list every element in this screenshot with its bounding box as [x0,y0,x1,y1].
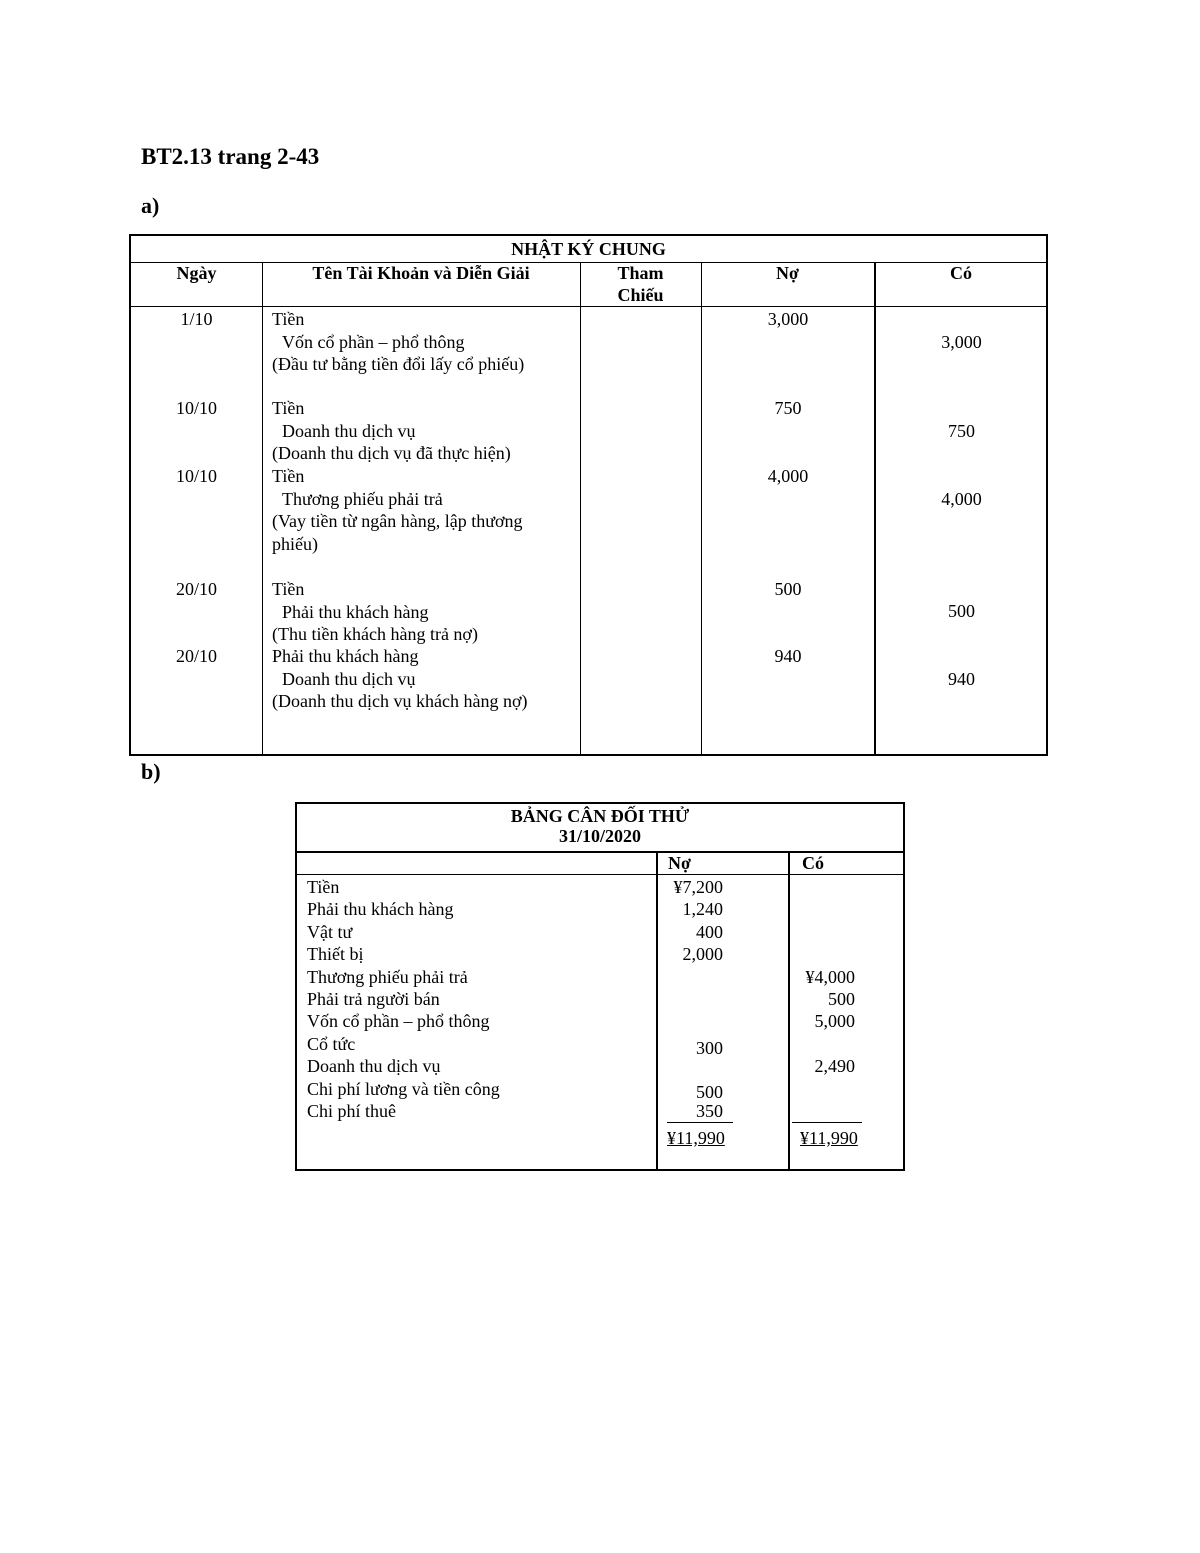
account-name: Thương phiếu phải trả [307,966,468,987]
debit-amount: 1,240 [682,899,723,920]
table-row [297,1078,903,1100]
header-date: Ngày [176,263,217,283]
entry-debit-account: Tiền [272,309,305,329]
account-name: Tiền [307,877,340,897]
debit-amount: 2,000 [682,944,723,965]
trial-balance-title: BẢNG CÂN ĐỐI THỬ [510,806,690,826]
entry-debit-amount: 3,000 [767,309,809,329]
credit-amount: 2,490 [814,1056,855,1077]
entry-debit-amount: 750 [774,398,802,418]
entry-explanation: (Thu tiền khách hàng trả nợ) [272,624,478,644]
debit-amount: 400 [696,921,723,942]
journal-divider [701,262,702,754]
entry-credit-amount: 750 [948,421,975,441]
account-name: Phải thu khách hàng [307,899,454,920]
entry-explanation: (Doanh thu dịch vụ khách hàng nợ) [272,691,528,711]
table-row [297,898,903,920]
header-credit: Có [950,263,972,283]
trial-balance-rule [297,874,903,875]
header-account: Tên Tài Khoản và Diễn Giải [312,263,530,283]
entry-credit-amount: 3,000 [941,332,982,352]
entry-date: 20/10 [175,579,217,599]
table-row [297,921,903,943]
entry-credit-account: Vốn cổ phần – phổ thông [282,331,465,352]
credit-amount: 5,000 [814,1011,855,1032]
table-row [297,966,903,988]
header-reference-line1: Tham [617,263,664,283]
entry-description [272,578,572,646]
entry-description [272,308,572,376]
sum-rule-credit [792,1122,862,1123]
credit-amount: 500 [828,988,855,1009]
header-reference-line2: Chiếu [617,285,664,305]
table-row [297,1100,903,1122]
entry-date: 20/10 [175,646,217,666]
entry-debit-account: Phải thu khách hàng [272,646,419,666]
entry-explanation: (Doanh thu dịch vụ đã thực hiện) [272,443,511,463]
header-debit: Nợ [776,263,799,283]
debit-amount: ¥7,200 [673,877,723,897]
page-title: BT2.13 trang 2-43 [141,144,320,169]
total-credit: ¥11,990 [800,1128,858,1148]
account-name: Vật tư [307,921,353,942]
entry-explanation: (Vay tiền từ ngân hàng, lập thương phiếu) [272,511,523,554]
header-credit: Có [802,853,824,873]
journal-title: NHẬT KÝ CHUNG [131,236,1046,263]
entry-debit-account: Tiền [272,579,305,599]
entry-credit-account: Thương phiếu phải trả [282,488,443,509]
entry-credit-amount: 4,000 [941,489,982,509]
trial-balance-date: 31/10/2020 [558,826,641,846]
table-row [297,1055,903,1077]
entry-debit-amount: 940 [774,646,802,666]
debit-amount: 350 [696,1100,723,1121]
header-debit: Nợ [668,853,691,873]
account-name: Doanh thu dịch vụ [307,1056,441,1077]
table-row [297,876,903,898]
total-debit: ¥11,990 [667,1128,725,1148]
entry-description [272,397,572,465]
entry-date: 10/10 [175,466,217,486]
account-name: Vốn cổ phần – phổ thông [307,1011,490,1032]
total-row [297,1126,903,1150]
account-name: Phải trả người bán [307,988,440,1009]
entry-debit-amount: 500 [774,579,802,599]
trial-balance-table [295,802,905,1171]
sum-rule-debit [667,1122,733,1123]
account-name: Cổ tức [307,1033,356,1054]
entry-credit-account: Doanh thu dịch vụ [282,668,416,689]
entry-debit-account: Tiền [272,398,305,418]
trial-balance-heading [297,806,903,846]
credit-amount: ¥4,000 [805,966,855,987]
journal-divider [580,262,581,754]
header-reference [580,262,701,306]
entry-credit-amount: 940 [948,669,975,689]
table-row [297,943,903,965]
debit-amount: 500 [696,1081,723,1102]
entry-date: 10/10 [175,398,217,418]
journal-divider [262,262,263,754]
entry-explanation: (Đầu tư bằng tiền đổi lấy cổ phiếu) [272,354,525,374]
table-row [297,1010,903,1032]
entry-debit-amount: 4,000 [767,466,809,486]
account-name: Chi phí thuê [307,1100,396,1121]
section-a-label: a) [141,193,160,218]
entry-debit-account: Tiền [272,466,305,486]
entry-credit-account: Phải thu khách hàng [282,601,429,622]
entry-description [272,645,572,713]
general-journal-table [129,234,1048,756]
trial-balance-rows [297,876,903,1122]
table-row [297,988,903,1010]
journal-header-rule [131,306,1046,307]
entry-credit-amount: 500 [948,601,975,621]
entry-date: 1/10 [180,309,213,329]
account-name: Thiết bị [307,944,364,965]
account-name: Chi phí lương và tiền công [307,1078,500,1099]
table-row [297,1033,903,1058]
entry-credit-account: Doanh thu dịch vụ [282,420,416,441]
entry-description [272,465,562,555]
debit-amount: 300 [696,1037,723,1058]
section-b-label: b) [141,759,161,784]
